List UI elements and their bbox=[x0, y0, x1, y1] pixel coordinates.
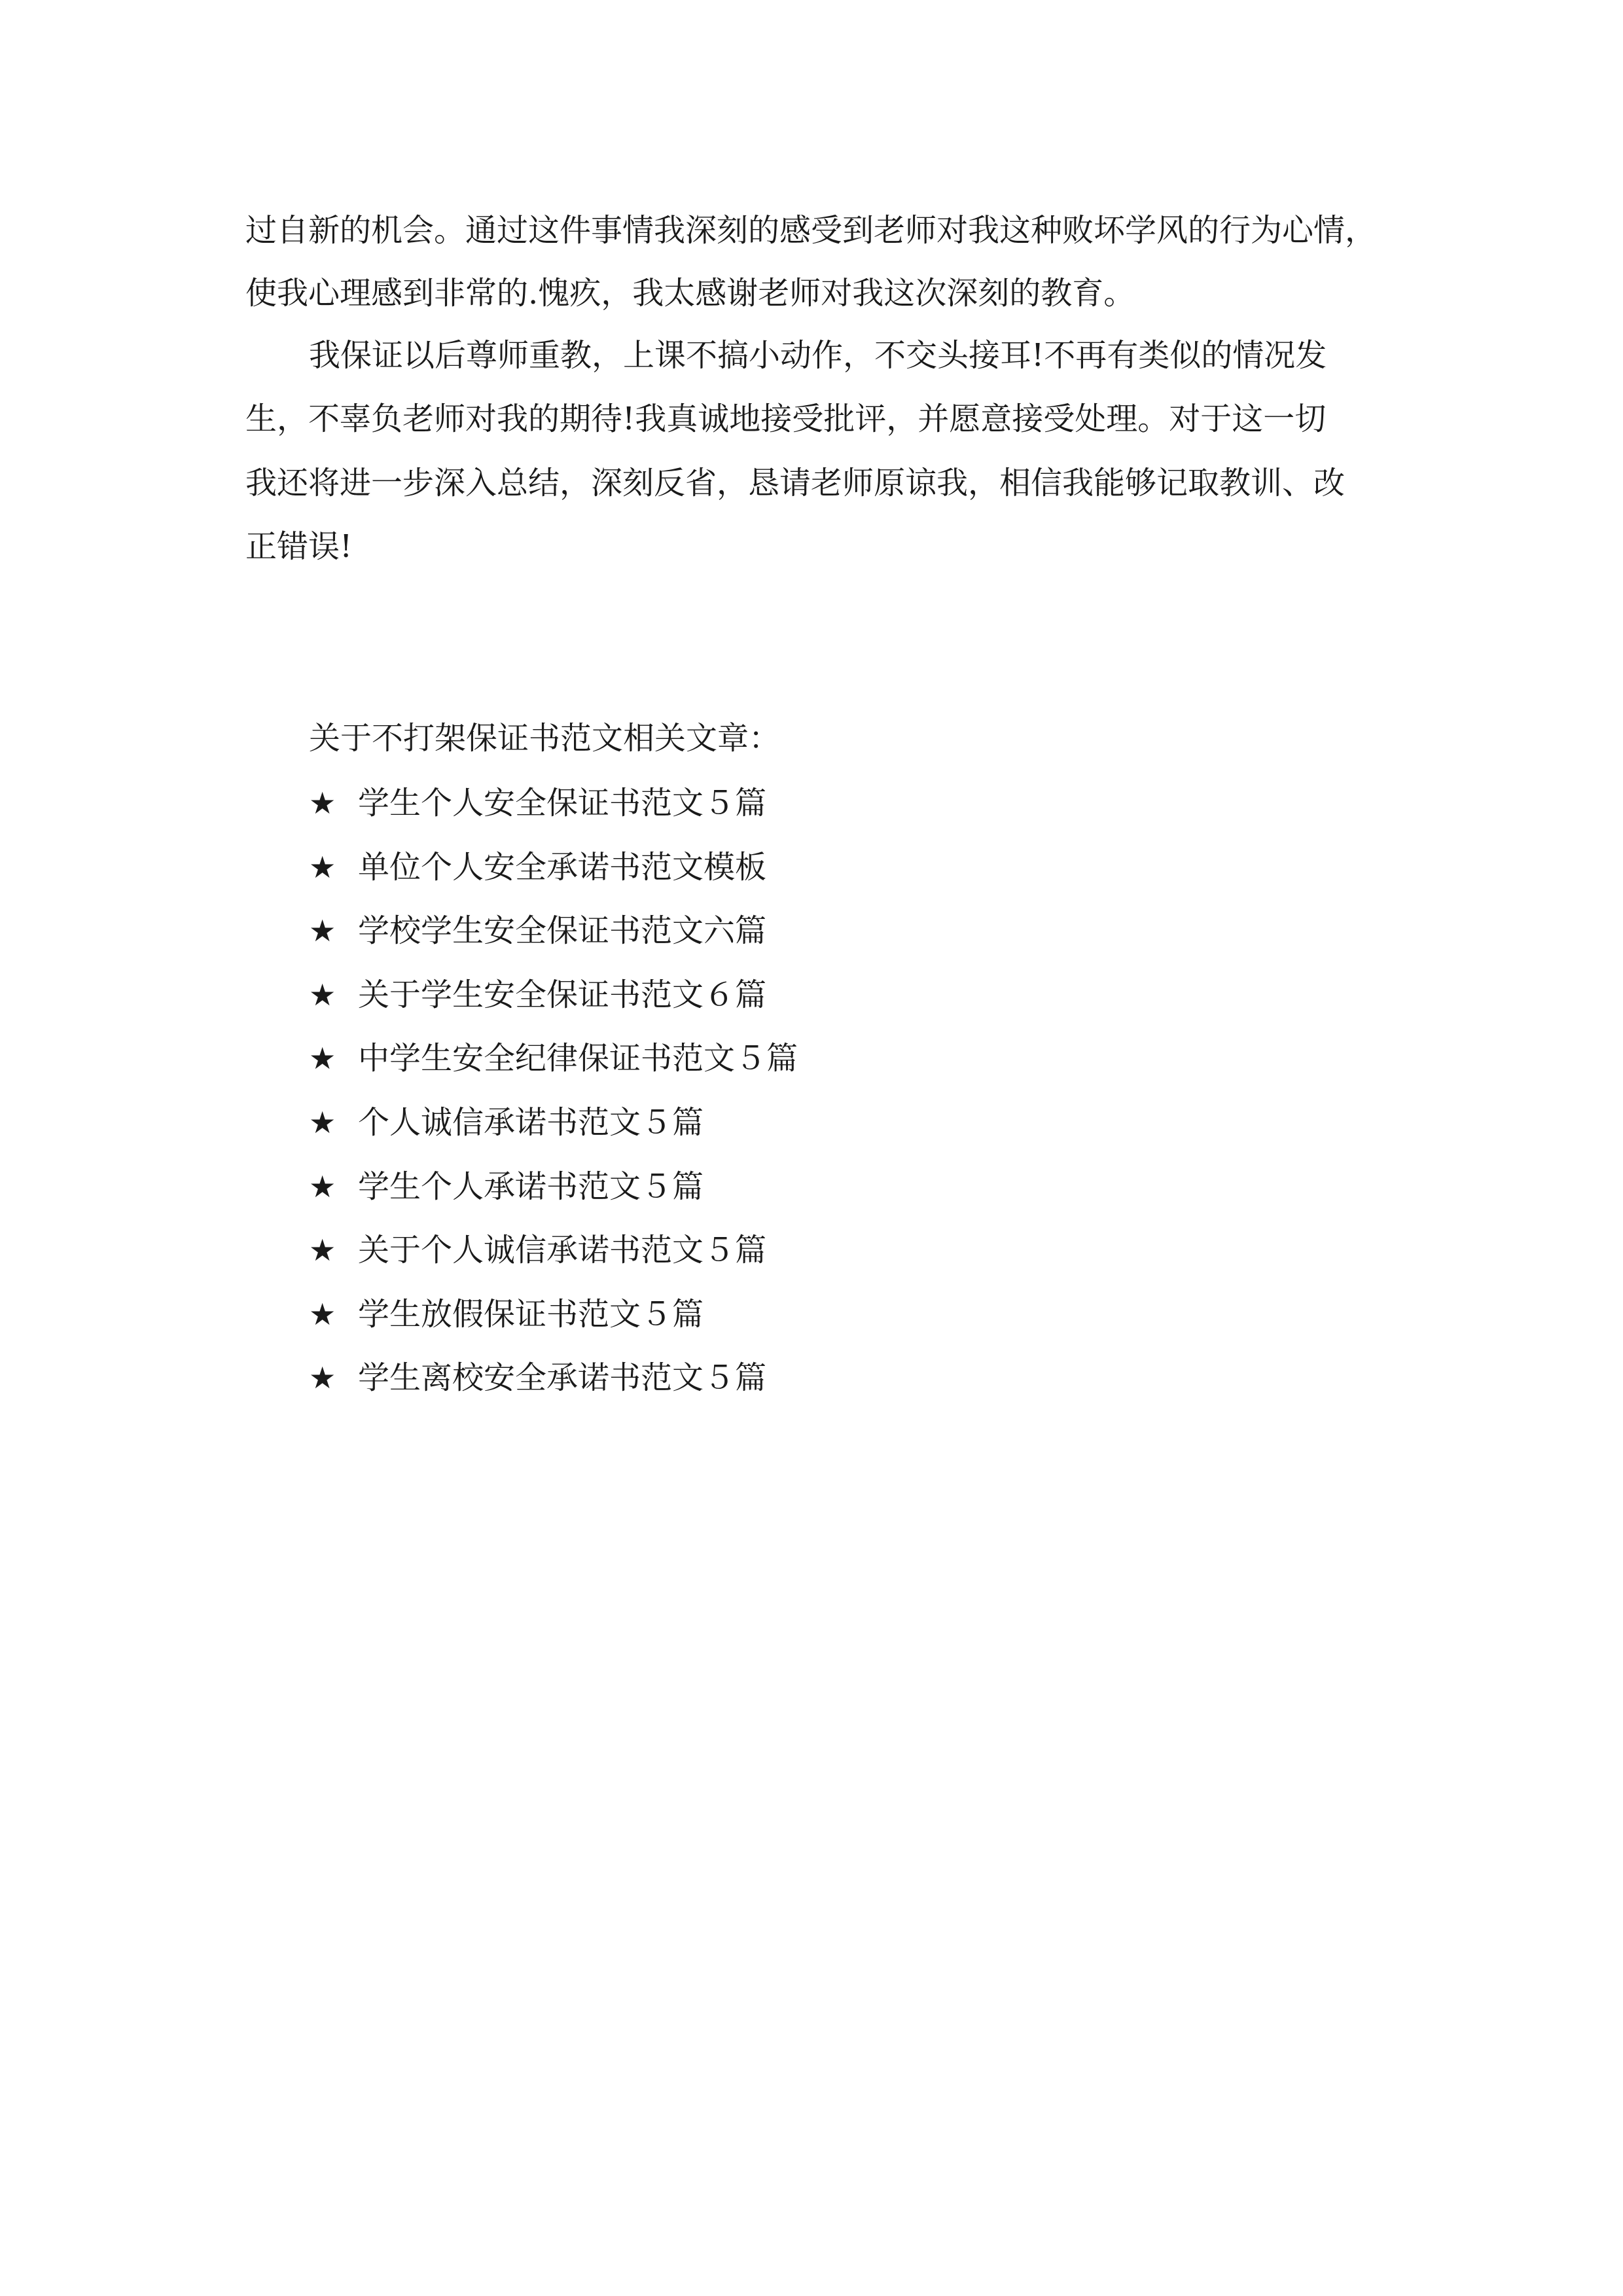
list-item[interactable] bbox=[309, 1103, 798, 1167]
paragraph-2-line-4: 正错误! bbox=[245, 528, 353, 565]
star-icon: ★ bbox=[309, 1296, 336, 1332]
list-item[interactable] bbox=[309, 783, 798, 848]
related-articles-list bbox=[309, 783, 798, 1422]
list-item[interactable] bbox=[309, 1167, 798, 1231]
star-icon: ★ bbox=[309, 785, 336, 821]
related-article-link[interactable]: 学生放假保证书范文５篇 bbox=[358, 1295, 704, 1333]
paragraph-1-line-2: 使我心理感到非常的.愧疚，我太感谢老师对我这次深刻的教育。 bbox=[245, 275, 1135, 312]
list-item[interactable] bbox=[309, 848, 798, 912]
star-icon: ★ bbox=[309, 1104, 336, 1140]
star-icon: ★ bbox=[309, 1360, 336, 1396]
related-article-link[interactable]: 学生离校安全承诺书范文５篇 bbox=[358, 1359, 767, 1397]
paragraph-2-line-2: 生，不辜负老师对我的期待!我真诚地接受批评，并愿意接受处理。对于这一切 bbox=[245, 401, 1327, 437]
related-article-link[interactable]: 个人诚信承诺书范文５篇 bbox=[358, 1103, 704, 1141]
paragraph-2-line-1: 我保证以后尊师重教，上课不搞小动作，不交头接耳!不再有类似的情况发 bbox=[309, 337, 1327, 374]
list-item[interactable] bbox=[309, 911, 798, 975]
related-article-link[interactable]: 关于学生安全保证书范文６篇 bbox=[358, 976, 767, 1013]
paragraph-2-line-3: 我还将进一步深入总结，深刻反省，恳请老师原谅我，相信我能够记取教训、改 bbox=[245, 465, 1346, 501]
related-article-link[interactable]: 关于个人诚信承诺书范文５篇 bbox=[358, 1232, 767, 1269]
related-article-link[interactable]: 单位个人安全承诺书范文模板 bbox=[358, 848, 767, 886]
star-icon: ★ bbox=[309, 1168, 336, 1204]
list-item[interactable] bbox=[309, 1358, 798, 1422]
star-icon: ★ bbox=[309, 1232, 336, 1268]
star-icon: ★ bbox=[309, 849, 336, 885]
paragraph-1-line-1: 过自新的机会。通过这件事情我深刻的感受到老师对我这种败坏学风的行为心情， bbox=[245, 212, 1377, 249]
related-article-link[interactable]: 学生个人承诺书范文５篇 bbox=[358, 1168, 704, 1205]
star-icon: ★ bbox=[309, 1041, 336, 1077]
list-item[interactable] bbox=[309, 1230, 798, 1295]
related-article-link[interactable]: 中学生安全纪律保证书范文５篇 bbox=[358, 1040, 798, 1077]
list-item[interactable] bbox=[309, 1295, 798, 1359]
star-icon: ★ bbox=[309, 977, 336, 1013]
related-article-link[interactable]: 学生个人安全保证书范文５篇 bbox=[358, 785, 767, 821]
related-article-link[interactable]: 学校学生安全保证书范文六篇 bbox=[358, 912, 767, 950]
list-item[interactable] bbox=[309, 1039, 798, 1103]
related-articles-title: 关于不打架保证书范文相关文章： bbox=[309, 720, 781, 757]
star-icon: ★ bbox=[309, 913, 336, 949]
list-item[interactable] bbox=[309, 975, 798, 1039]
